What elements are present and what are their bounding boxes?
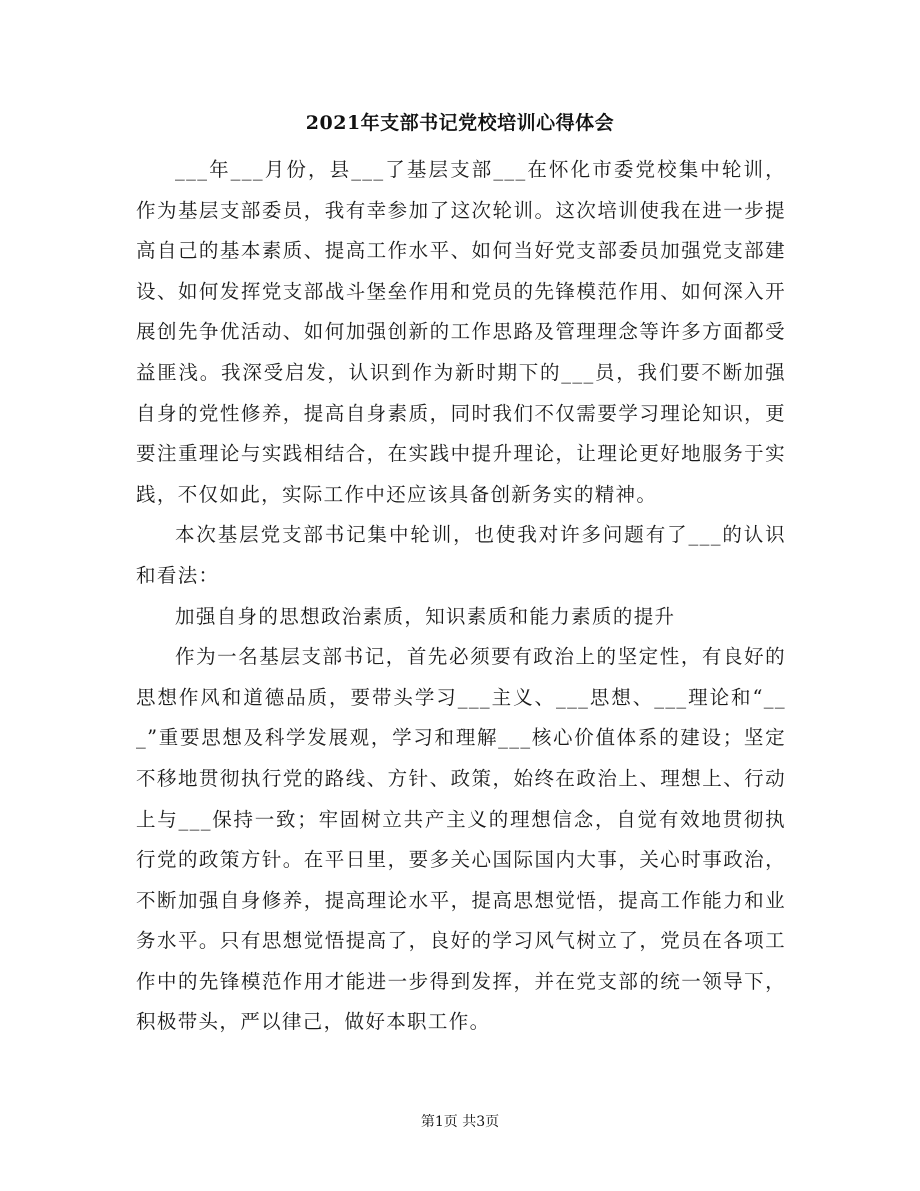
paragraph-understanding: 本次基层党支部书记集中轮训，也使我对许多问题有了___的认识和看法： xyxy=(136,523,786,587)
paragraph-intro: ___年___月份，县___了基层支部___在怀化市委党校集中轮训，作为基层支部委员，我有幸参加了这次轮训。这次培训使我在进一步提高自己的基本素质、提高工作水平、如何当好党支部委员加强党支部建设、如何发挥党支部战斗堡垒作用和党员的先锋模范作用、如何深入开展创先争优活动、如何加强创新的工作思路及管理理念等许多方面都受益匪浅。我深受启发，认识到作为新时期下的___员，我们要不断加强自身的党性修养，提高自身素质，同时我们不仅需要学习理论知识，更要注重理论与实践相结合，在实践中提升理论，让理论更好地服务于实践，不仅如此，实际工作中还应该具备创新务实的精神。 xyxy=(136,158,786,506)
paragraph-heading: 加强自身的思想政治素质，知识素质和能力素质的提升 xyxy=(175,604,676,628)
paragraph-secretary-duties: 作为一名基层支部书记，首先必须要有政治上的坚定性，有良好的思想作风和道德品质，要带头学习___主义、___思想、___理论和“___”重要思想及科学发展观，学习和理解___核心价值体系的建设；坚定不移地贯彻执行党的路线、方针、政策，始终在政治上、理想上、行动上与___保持一致；牢固树立共产主义的理想信念，自觉有效地贯彻执行党的政策方针。在平日里，要多关心国际国内大事，关心时事政治，不断加强自身修养，提高理论水平，提高思想觉悟，提高工作能力和业务水平。只有思想觉悟提高了，良好的学习风气树立了，党员在各项工作中的先锋模范作用才能进一步得到发挥，并在党支部的统一领导下，积极带头，严以律己，做好本职工作。 xyxy=(136,645,786,1034)
page-number-footer: 第1页 共3页 xyxy=(420,1114,500,1130)
page-title: 2021年支部书记党校培训心得体会 xyxy=(305,112,615,134)
document-body xyxy=(136,150,786,1043)
